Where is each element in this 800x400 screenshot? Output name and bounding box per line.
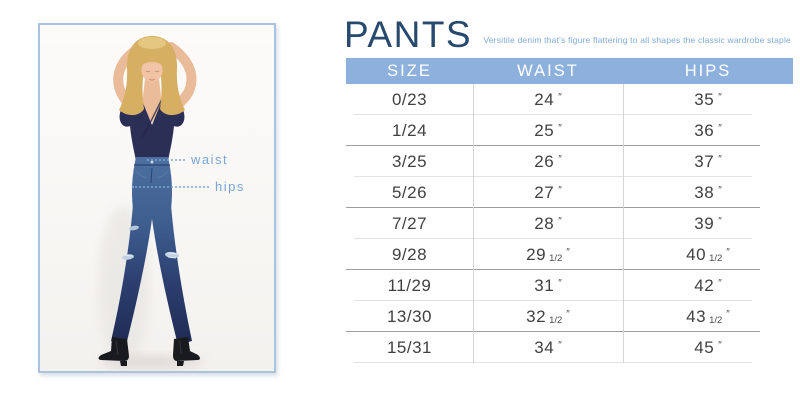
hips-value: 37 xyxy=(694,151,715,171)
table-cell-hips xyxy=(623,214,793,234)
table-cell-hips xyxy=(623,338,793,358)
waist-fraction: 1/2 xyxy=(549,314,563,326)
size-value: 11/29 xyxy=(387,275,432,295)
hips-value: 36 xyxy=(694,120,715,140)
waist-value: 32 xyxy=(526,306,547,326)
table-row xyxy=(346,115,793,146)
column-header-waist: WAIST xyxy=(517,61,579,80)
table-cell-waist xyxy=(473,214,623,234)
table-cell-hips xyxy=(623,245,793,265)
inch-mark: ″ xyxy=(726,308,730,320)
table-row xyxy=(346,146,793,177)
inch-mark: ″ xyxy=(558,91,562,103)
table-cell-hips xyxy=(623,90,793,110)
waist-value: 31 xyxy=(534,275,555,295)
model-illustration xyxy=(40,25,274,371)
size-value: 3/25 xyxy=(391,151,428,171)
table-cell-hips xyxy=(623,183,793,203)
inch-mark: ″ xyxy=(718,153,722,165)
hips-fraction: 1/2 xyxy=(709,252,723,264)
inch-mark: ″ xyxy=(718,277,722,289)
inch-mark: ″ xyxy=(718,122,722,134)
table-cell-waist xyxy=(473,90,623,110)
table-cell-size xyxy=(346,245,473,265)
table-cell-waist xyxy=(473,338,623,358)
table-cell-waist xyxy=(473,245,623,265)
table-cell-size xyxy=(346,307,473,327)
table-cell-hips xyxy=(623,121,793,141)
column-divider-1 xyxy=(473,84,474,363)
waist-value: 27 xyxy=(534,182,555,202)
inch-mark: ″ xyxy=(566,308,570,320)
table-cell-waist xyxy=(473,183,623,203)
column-divider-2 xyxy=(623,84,624,363)
table-cell-hips xyxy=(623,307,793,327)
row-divider xyxy=(354,362,752,363)
inch-mark: ″ xyxy=(718,91,722,103)
table-cell-size xyxy=(346,90,473,110)
hips-value: 38 xyxy=(694,182,715,202)
inch-mark: ″ xyxy=(718,215,722,227)
inch-mark: ″ xyxy=(558,339,562,351)
table-row xyxy=(346,84,793,115)
table-cell-hips xyxy=(623,276,793,296)
table-row xyxy=(346,301,793,332)
hips-fraction: 1/2 xyxy=(709,314,723,326)
table-row xyxy=(346,177,793,208)
size-value: 5/26 xyxy=(391,182,428,202)
inch-mark: ″ xyxy=(726,246,730,258)
inch-mark: ″ xyxy=(558,277,562,289)
waist-value: 28 xyxy=(534,213,555,233)
waist-value: 26 xyxy=(534,151,555,171)
inch-mark: ″ xyxy=(718,339,722,351)
inch-mark: ″ xyxy=(558,153,562,165)
waist-value: 25 xyxy=(534,120,555,140)
table-cell-size xyxy=(346,121,473,141)
column-header-hips: HIPS xyxy=(684,61,732,80)
table-row xyxy=(346,208,793,239)
table-row xyxy=(346,239,793,270)
table-cell-waist xyxy=(473,307,623,327)
size-value: 0/23 xyxy=(391,89,428,109)
table-row xyxy=(346,270,793,301)
table-cell-size xyxy=(346,214,473,234)
column-header-size: SIZE xyxy=(387,61,432,80)
table-cell-waist xyxy=(473,121,623,141)
table-cell-waist xyxy=(473,276,623,296)
inch-mark: ″ xyxy=(558,122,562,134)
hips-value: 42 xyxy=(694,275,715,295)
size-value: 15/31 xyxy=(386,337,433,357)
waist-value: 34 xyxy=(534,337,555,357)
hips-measure xyxy=(132,179,245,194)
inch-mark: ″ xyxy=(558,184,562,196)
hips-dotted-line xyxy=(132,186,209,188)
inch-mark: ″ xyxy=(558,215,562,227)
hips-label: hips xyxy=(215,179,245,194)
table-cell-size xyxy=(346,152,473,172)
hips-value: 40 xyxy=(686,244,707,264)
page-title: PANTS xyxy=(344,14,473,55)
hips-value: 45 xyxy=(694,337,715,357)
table-cell-waist xyxy=(473,152,623,172)
size-chart-section xyxy=(346,14,793,386)
table-body xyxy=(346,84,793,363)
table-cell-size xyxy=(346,276,473,296)
table-cell-size xyxy=(346,338,473,358)
model-photo-panel xyxy=(38,23,276,373)
page-subtitle: Versitile denim that's figure flattering to all shapes the classic wardrobe staple xyxy=(483,35,791,45)
hips-value: 35 xyxy=(694,89,715,109)
table-row xyxy=(346,332,793,363)
size-value: 9/28 xyxy=(391,244,428,264)
table-cell-size xyxy=(346,183,473,203)
waist-dotted-line xyxy=(147,159,185,161)
hips-value: 43 xyxy=(686,306,707,326)
waist-measure xyxy=(147,152,228,167)
size-value: 13/30 xyxy=(386,306,433,326)
inch-mark: ″ xyxy=(718,184,722,196)
waist-value: 24 xyxy=(534,89,555,109)
waist-fraction: 1/2 xyxy=(549,252,563,264)
size-value: 1/24 xyxy=(391,120,428,140)
waist-value: 29 xyxy=(526,244,547,264)
size-value: 7/27 xyxy=(391,213,428,233)
table-cell-hips xyxy=(623,152,793,172)
hips-value: 39 xyxy=(694,213,715,233)
inch-mark: ″ xyxy=(566,246,570,258)
table-header-row xyxy=(346,58,793,84)
waist-label: waist xyxy=(191,152,229,167)
